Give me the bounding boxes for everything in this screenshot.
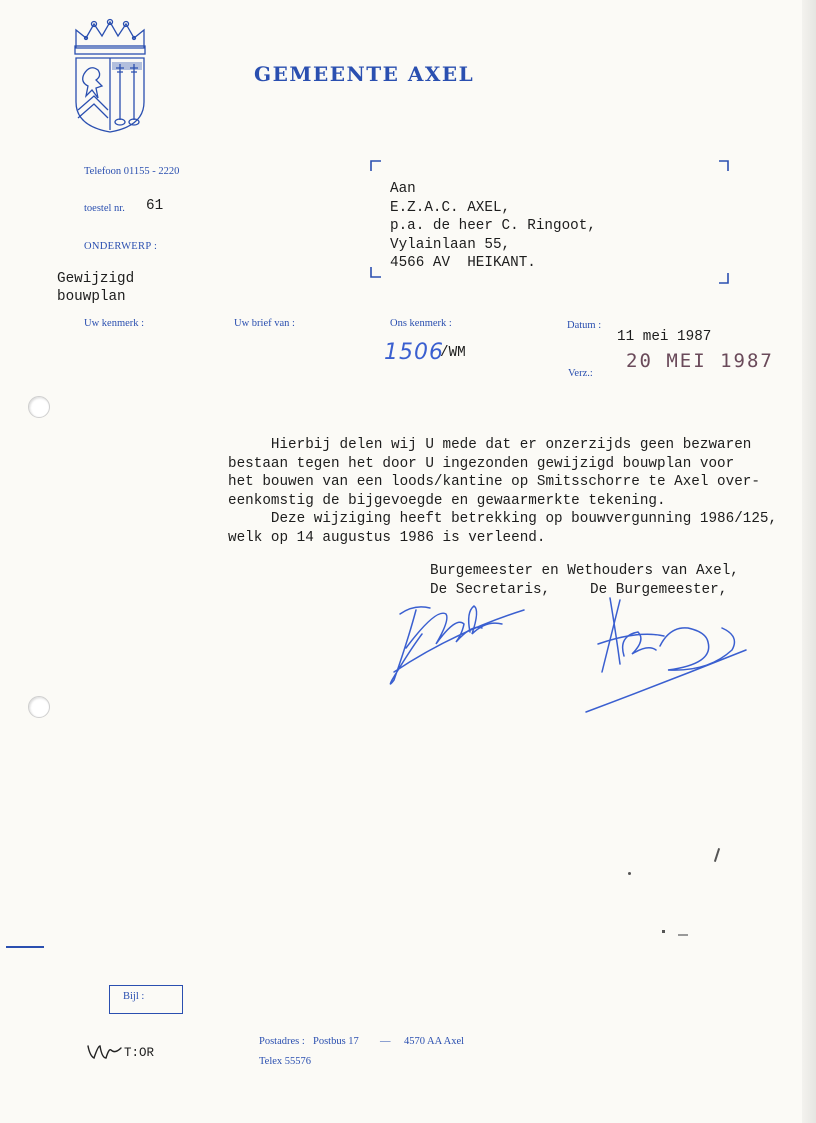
punch-hole — [28, 696, 50, 718]
verz-date-stamp: 20 MEI 1987 — [626, 350, 774, 372]
signatory-heading: Burgemeester en Wethouders van Axel, — [430, 563, 739, 579]
telex-text: Telex 55576 — [259, 1056, 312, 1067]
paper-mark — [714, 848, 720, 862]
punch-hole — [28, 396, 50, 418]
address-line: E.Z.A.C. AXEL, — [390, 199, 511, 216]
onderwerp-line-2: bouwplan — [57, 289, 126, 305]
address-line: Vylainlaan 55, — [390, 236, 511, 253]
letterhead-title: GEMEENTE AXEL — [254, 62, 475, 86]
postcode-text: 4570 AA Axel — [404, 1036, 465, 1047]
toestel-label: toestel nr. — [84, 203, 125, 214]
body-line: bestaan tegen het door U ingezonden gewijzigd bouwplan voor — [228, 455, 735, 472]
letter-body — [228, 436, 777, 547]
body-line: Deze wijziging heeft betrekking op bouwvergunning 1986/125, — [228, 511, 778, 527]
verz-label: Verz.: — [568, 368, 593, 379]
bijl-box — [109, 985, 183, 1014]
paper-mark — [628, 872, 631, 875]
toestel-value: 61 — [146, 198, 164, 214]
coat-of-arms-logo — [70, 18, 150, 138]
address-corner-tr — [718, 160, 730, 172]
uw-brief-label: Uw brief van : — [234, 318, 295, 329]
address-line: Aan — [390, 181, 416, 197]
postbus-text: Postbus 17 — [313, 1036, 359, 1047]
datum-label: Datum : — [567, 320, 602, 331]
address-corner-bl — [370, 266, 382, 278]
telefoon-label: Telefoon 01155 - 2220 — [84, 166, 180, 177]
paper-mark — [662, 930, 665, 933]
bijl-label: Bijl : — [123, 991, 145, 1002]
ons-kenmerk-typed: /WM — [440, 345, 466, 361]
fold-mark — [6, 946, 44, 948]
secretaris-signature — [386, 592, 536, 692]
ons-kenmerk-handwritten: 1506 — [384, 340, 444, 365]
body-line: welk op 14 augustus 1986 is verleend. — [228, 529, 546, 546]
uw-kenmerk-label: Uw kenmerk : — [84, 318, 145, 329]
paper-mark — [678, 934, 688, 936]
burgemeester-signature — [580, 590, 760, 720]
body-line: het bouwen van een loods/kantine op Smitsschorre te Axel over- — [228, 474, 760, 490]
body-line: eenkomstig de bijgevoegde en gewaarmerkte tekening. — [228, 492, 666, 509]
ons-kenmerk-label: Ons kenmerk : — [390, 318, 452, 329]
burgemeester-title: De Burgemeester, — [590, 582, 728, 598]
address-line: 4566 AV HEIKANT. — [390, 255, 536, 271]
body-line: Hierbij delen wij U mede dat er onzerzijds geen bezwaren — [228, 437, 752, 453]
address-line: p.a. de heer C. Ringoot, — [390, 218, 596, 234]
postadres-label: Postadres : — [259, 1036, 305, 1047]
handwritten-initials-mark — [86, 1040, 126, 1062]
typist-initials: T:OR — [124, 1046, 155, 1060]
address-corner-br — [718, 272, 730, 284]
postadres-dash: — — [380, 1036, 391, 1047]
datum-value: 11 mei 1987 — [617, 329, 712, 345]
paper-edge — [802, 0, 816, 1123]
address-block — [390, 180, 596, 273]
secretaris-title: De Secretaris, — [430, 582, 551, 598]
onderwerp-line-1: Gewijzigd — [57, 271, 135, 287]
onderwerp-label: ONDERWERP : — [84, 241, 158, 252]
address-corner-tl — [370, 160, 382, 172]
